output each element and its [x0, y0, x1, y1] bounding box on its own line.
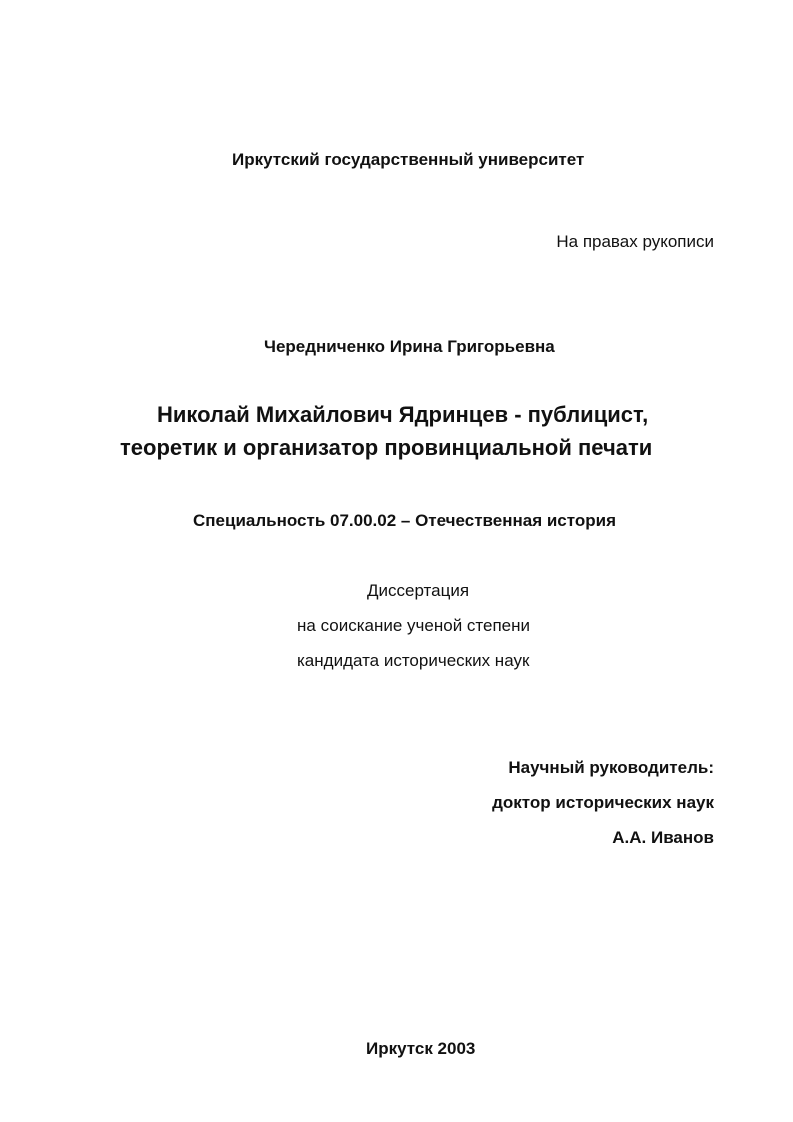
- dissertation-title-line-1: Николай Михайлович Ядринцев - публицист,: [157, 402, 649, 427]
- university-name: Иркутский государственный университет: [232, 150, 585, 169]
- rights-notice: На правах рукописи: [556, 232, 714, 251]
- dissertation-title-line-2: теоретик и организатор провинциальной печати: [120, 435, 653, 460]
- degree-purpose: на соискание ученой степени: [297, 616, 531, 635]
- specialty: Специальность 07.00.02 – Отечественная история: [193, 511, 616, 530]
- city-year: Иркутск 2003: [366, 1039, 476, 1058]
- advisor-degree: доктор исторических наук: [492, 793, 714, 812]
- dissertation-type: Диссертация: [367, 581, 470, 600]
- advisor-name: А.А. Иванов: [612, 828, 714, 847]
- advisor-label: Научный руководитель:: [508, 758, 714, 777]
- degree-name: кандидата исторических наук: [297, 651, 530, 670]
- author-name: Чередниченко Ирина Григорьевна: [264, 337, 555, 356]
